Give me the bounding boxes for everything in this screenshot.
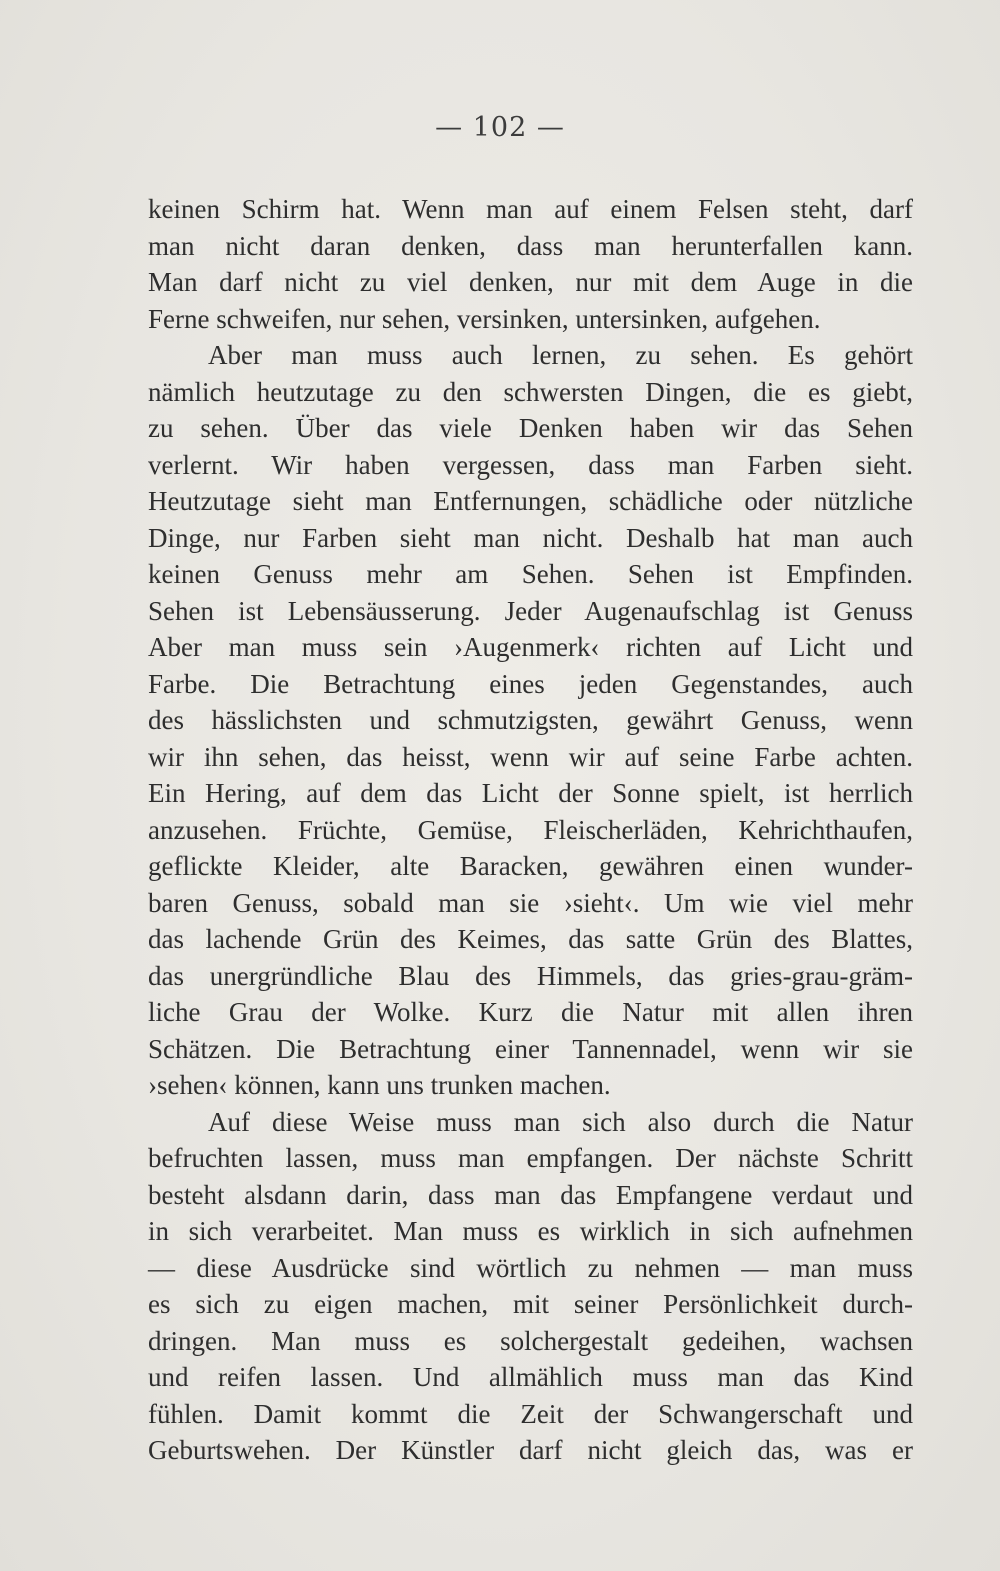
text-line: es sich zu eigen machen, mit seiner Persönlichkeit durch-: [148, 1289, 913, 1319]
text-line: anzusehen. Früchte, Gemüse, Fleischerläden, Kehrichthaufen,: [148, 814, 913, 845]
text-line: Aber man muss sein ›Augenmerk‹ richten auf Licht und: [148, 632, 913, 662]
text-line: man nicht daran denken, dass man herunterfallen kann.: [148, 230, 913, 261]
text-line: das lachende Grün des Keimes, das satte Grün des Blattes,: [148, 924, 913, 954]
text-line: keinen Schirm hat. Wenn man auf einem Felsen steht, darf: [148, 194, 913, 224]
body-text: [148, 191, 913, 1469]
text-line: Ein Hering, auf dem das Licht der Sonne spielt, ist herrlich: [148, 778, 913, 808]
text-line: fühlen. Damit kommt die Zeit der Schwangerschaft und: [148, 1398, 913, 1429]
text-line: baren Genuss, sobald man sie ›sieht‹. Um wie viel mehr: [148, 887, 913, 918]
text-line: Sehen ist Lebensäusserung. Jeder Augenaufschlag ist Genuss: [148, 595, 913, 626]
text-line: nämlich heutzutage zu den schwersten Dingen, die es giebt,: [148, 376, 913, 407]
text-line: besteht alsdann darin, dass man das Empfangene verdaut und: [148, 1179, 913, 1210]
text-line: in sich verarbeitet. Man muss es wirklich in sich aufnehmen: [148, 1216, 913, 1246]
text-line: — diese Ausdrücke sind wörtlich zu nehmen — man muss: [148, 1252, 913, 1283]
text-line: keinen Genuss mehr am Sehen. Sehen ist Empfinden.: [148, 559, 913, 589]
text-line: liche Grau der Wolke. Kurz die Natur mit allen ihren: [148, 997, 913, 1027]
text-line: befruchten lassen, muss man empfangen. Der nächste Schritt: [148, 1143, 913, 1173]
text-line: Dinge, nur Farben sieht man nicht. Deshalb hat man auch: [148, 522, 913, 553]
text-line: wir ihn sehen, das heisst, wenn wir auf seine Farbe achten.: [148, 741, 913, 772]
text-line: dringen. Man muss es solchergestalt gedeihen, wachsen: [148, 1325, 913, 1356]
text-line: und reifen lassen. Und allmählich muss man das Kind: [148, 1362, 913, 1392]
text-line: Ferne schweifen, nur sehen, versinken, untersinken, aufgehen.: [148, 303, 821, 334]
text-line: geflickte Kleider, alte Baracken, gewähren einen wunder-: [148, 851, 913, 881]
page-number: — 102 —: [435, 112, 565, 143]
text-line: Auf diese Weise muss man sich also durch die Natur: [208, 1106, 913, 1137]
text-line: ›sehen‹ können, kann uns trunken machen.: [148, 1070, 611, 1100]
text-line: verlernt. Wir haben vergessen, dass man Farben sieht.: [148, 449, 913, 480]
text-line: Aber man muss auch lernen, zu sehen. Es gehört: [208, 340, 913, 370]
text-line: des hässlichsten und schmutzigsten, gewährt Genuss, wenn: [148, 705, 913, 735]
text-line: Farbe. Die Betrachtung eines jeden Gegenstandes, auch: [148, 668, 913, 699]
text-line: Geburtswehen. Der Künstler darf nicht gleich das, was er: [148, 1435, 913, 1465]
text-line: das unergründliche Blau des Himmels, das gries-grau-gräm-: [148, 960, 913, 991]
text-line: Heutzutage sieht man Entfernungen, schädliche oder nützliche: [148, 486, 913, 516]
text-line: zu sehen. Über das viele Denken haben wir das Sehen: [148, 413, 913, 443]
text-line: Schätzen. Die Betrachtung einer Tannennadel, wenn wir sie: [148, 1033, 913, 1064]
text-line: Man darf nicht zu viel denken, nur mit dem Auge in die: [148, 267, 913, 297]
